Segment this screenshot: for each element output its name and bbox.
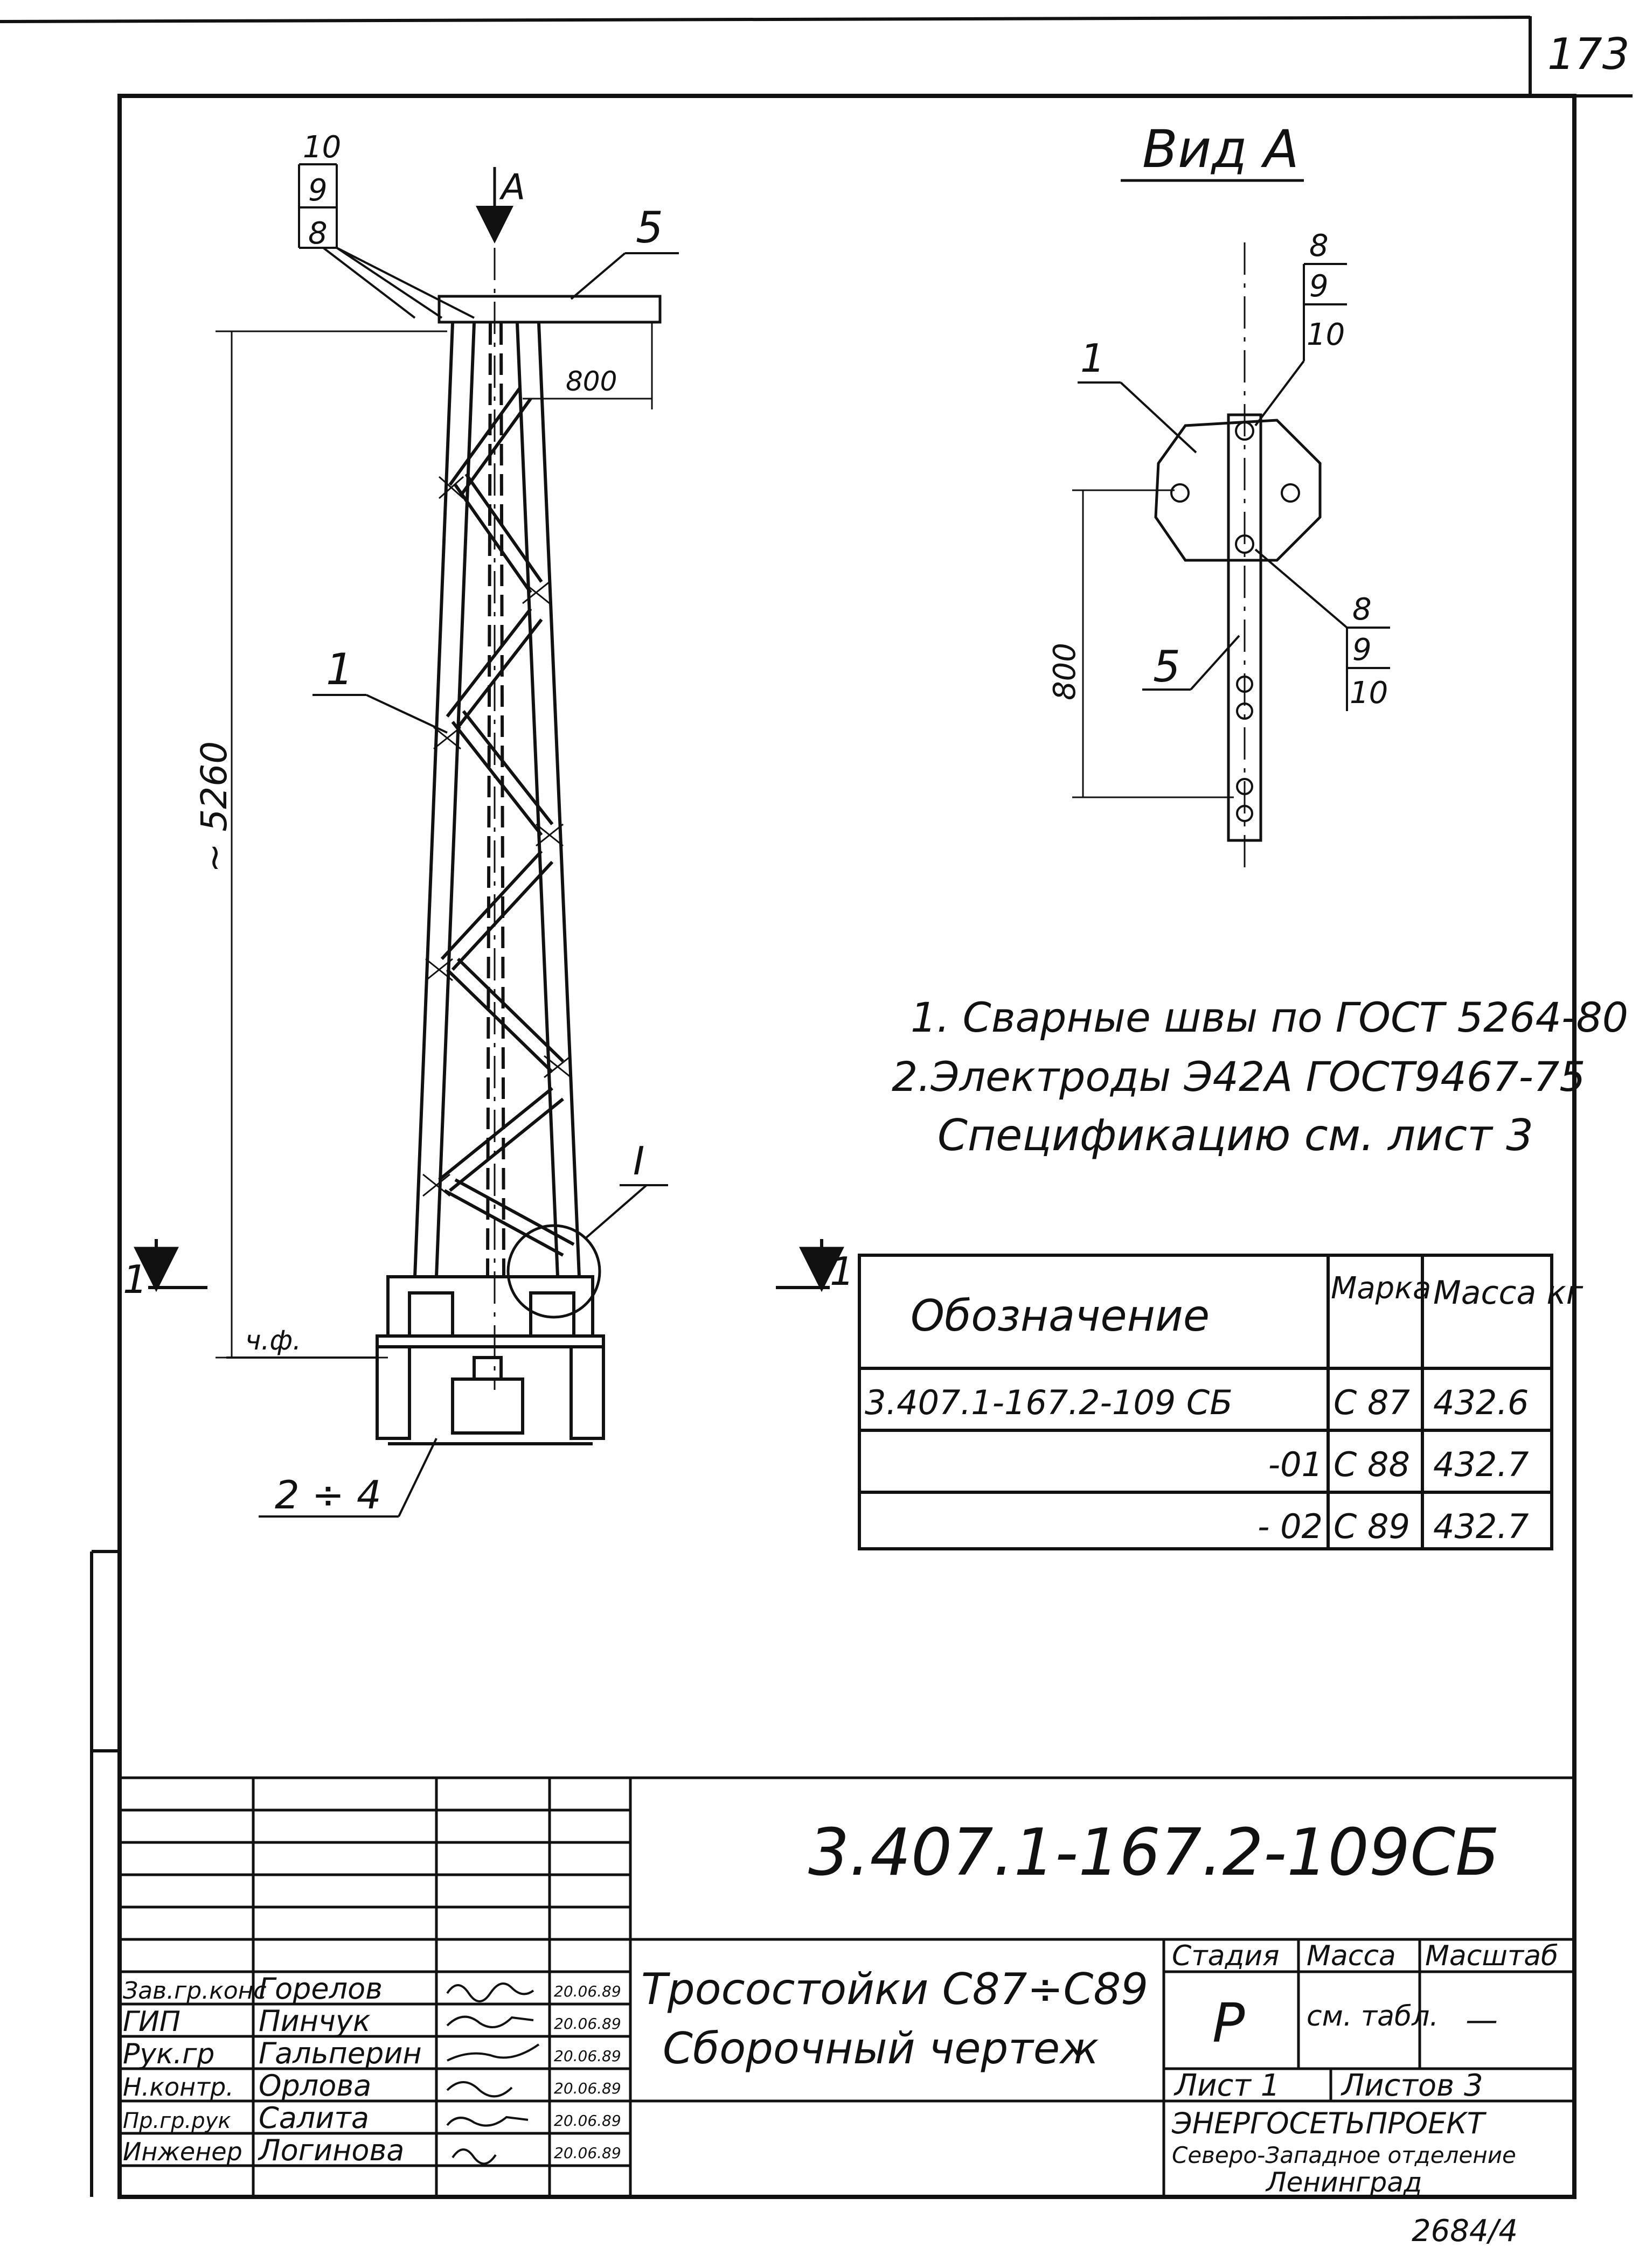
signature-role: Пр.гр.рук <box>123 2109 231 2133</box>
parts-2-4-label: 2 ÷ 4 <box>275 1472 381 1518</box>
signature-name: Салита <box>259 2101 369 2135</box>
spec-row-1-mass: 432.6 <box>1433 1383 1529 1422</box>
detail-label: I <box>633 1138 645 1184</box>
front-dimension-800: 800 <box>566 366 617 397</box>
sheet-label: Лист 1 <box>1175 2068 1280 2103</box>
front-part-1: 1 <box>326 644 353 694</box>
front-part-5: 5 <box>636 203 663 253</box>
spec-row-1-designation: 3.407.1-167.2-109 СБ <box>865 1383 1233 1422</box>
front-view <box>123 130 855 1518</box>
detail-i-circle <box>508 1226 600 1317</box>
view-a-title: Вид А <box>1142 119 1299 179</box>
signature-date: 20.06.89 <box>554 2112 621 2130</box>
mass-label: Масса <box>1307 1940 1396 1972</box>
stage-label: Стадия <box>1172 1940 1280 1972</box>
view-a-callout-bottom-8: 8 <box>1352 592 1372 627</box>
signature-date: 20.06.89 <box>554 1982 621 2000</box>
spec-row-3-mass: 432.7 <box>1433 1507 1529 1546</box>
view-a-callout-top-8: 8 <box>1309 228 1329 263</box>
top-plate <box>439 296 660 322</box>
signature-name: Орлова <box>259 2069 372 2103</box>
title-line-1: Тросостойки С87÷С89 <box>641 1964 1149 2014</box>
height-dimension-label: ~ 5260 <box>193 741 235 873</box>
height-dimension <box>216 331 447 1358</box>
spec-header-designation: Обозначение <box>911 1291 1210 1341</box>
view-a-part-1: 1 <box>1080 336 1105 381</box>
lattice-bracing <box>439 388 574 1255</box>
spec-row-3-designation: - 02 <box>1258 1507 1323 1546</box>
direction-label: А <box>501 166 526 208</box>
note-2: 2.Электроды Э42А ГОСТ9467-75 <box>892 1053 1586 1101</box>
view-a-callout-bottom-10: 10 <box>1350 676 1388 711</box>
organization-line-3: Ленинград <box>1266 2167 1422 2198</box>
scale-value: — <box>1466 2001 1498 2039</box>
spec-row-2-designation: -01 <box>1268 1445 1323 1484</box>
sheets-label: Листов 3 <box>1342 2068 1483 2103</box>
signature-date: 20.06.89 <box>554 2015 621 2033</box>
document-code: 3.407.1-167.2-109СБ <box>808 1815 1500 1890</box>
signature-name: Гальперин <box>259 2036 422 2070</box>
stage-value: Р <box>1212 1992 1245 2055</box>
scale-label: Масштаб <box>1425 1940 1559 1972</box>
callout-top-left-10: 10 <box>303 130 342 165</box>
view-a-callout-bottom-9: 9 <box>1352 632 1372 667</box>
mass-value: см. табл. <box>1307 2000 1439 2033</box>
signature-role: Рук.гр <box>123 2038 215 2070</box>
spec-row-3-mark: С 89 <box>1334 1507 1410 1546</box>
signature-role: ГИП <box>123 2006 180 2038</box>
view-a-holes <box>1171 422 1299 821</box>
view-a-dimension-800: 800 <box>1047 643 1082 700</box>
callout-top-left-9: 9 <box>308 173 328 208</box>
signature-name: Пинчук <box>259 2004 371 2038</box>
organization-line-1: ЭНЕРГОСЕТЬПРОЕКТ <box>1172 2106 1485 2140</box>
signature-date: 20.06.89 <box>554 2079 621 2097</box>
organization-line-2: Северо-Западное отделение <box>1172 2142 1516 2168</box>
view-a-callout-top-9: 9 <box>1309 269 1329 304</box>
title-line-2: Сборочный чертеж <box>663 2023 1099 2074</box>
spec-row-2-mass: 432.7 <box>1433 1445 1529 1484</box>
spec-row-2-mark: С 88 <box>1334 1445 1410 1484</box>
callout-top-left-8: 8 <box>308 216 328 251</box>
note-1: 1. Сварные швы по ГОСТ 5264-80 <box>911 993 1629 1041</box>
signature-date: 20.06.89 <box>554 2144 621 2162</box>
ground-label: ч.ф. <box>245 1325 302 1356</box>
sheet-number: 173 <box>1547 29 1630 79</box>
section-mark-left: 1 <box>123 1257 148 1302</box>
signature-date: 20.06.89 <box>554 2047 621 2065</box>
base-assembly <box>377 1277 603 1444</box>
spec-header-mass: Масса кг <box>1433 1274 1584 1312</box>
note-3: Спецификацию см. лист 3 <box>937 1110 1534 1160</box>
signature-role: Зав.гр.конс <box>123 1977 267 2005</box>
spec-row-1-mark: С 87 <box>1334 1383 1410 1422</box>
signature-marks <box>447 1984 539 2163</box>
archive-number: 2684/4 <box>1412 2214 1518 2249</box>
view-a <box>1047 119 1390 867</box>
view-a-part-5: 5 <box>1153 642 1180 692</box>
signature-name: Горелов <box>259 1972 383 2006</box>
signature-role: Инженер <box>123 2137 242 2166</box>
view-a-callout-top-10: 10 <box>1307 317 1345 352</box>
section-mark-right: 1 <box>830 1249 855 1294</box>
signature-name: Логинова <box>259 2133 405 2167</box>
signature-role: Н.контр. <box>123 2072 234 2102</box>
spec-header-mark: Марка <box>1331 1271 1432 1306</box>
